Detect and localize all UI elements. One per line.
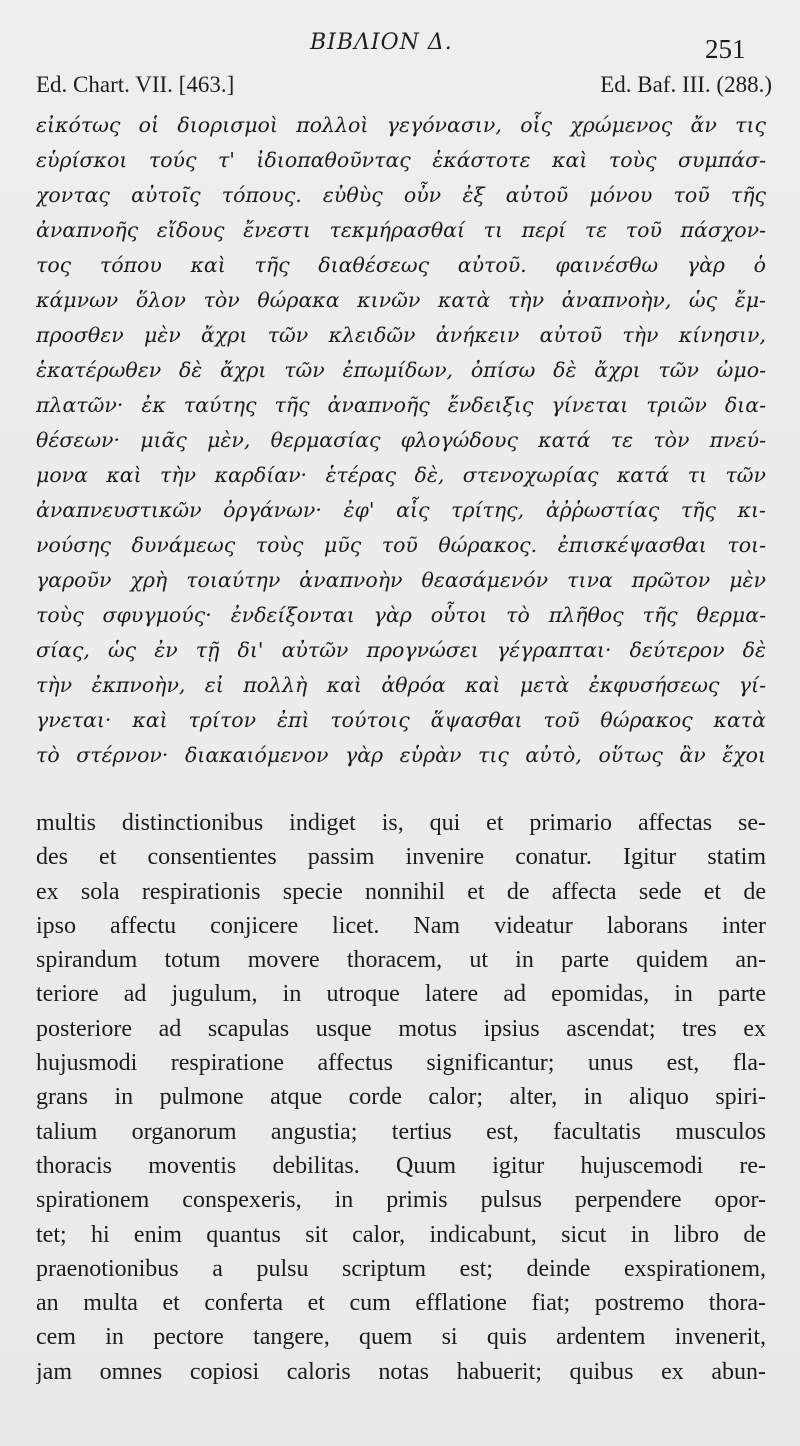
- greek-text-line: ἀναπνοῆς εἴδους ἔνεστι τεκμήρασθαί τι περί τε τοῦ πάσχον-: [36, 218, 766, 242]
- edition-basel-reference: Ed. Baf. III. (288.): [600, 72, 772, 97]
- greek-text-line: γαροῦν χρὴ τοιαύτην ἀναπνοὴν θεασάμενόν τινα πρῶτον μὲν: [36, 568, 766, 592]
- latin-text-line: ipso affectu conjicere licet. Nam videatur laborans inter: [36, 912, 766, 939]
- latin-text-line: thoracis moventis debilitas. Quum igitur hujuscemodi re-: [36, 1152, 766, 1179]
- latin-text-line: ex sola respirationis specie nonnihil et de affecta sede et de: [36, 878, 766, 905]
- latin-text-line: an multa et conferta et cum efflatione fiat; postremo thora-: [36, 1290, 766, 1317]
- latin-text-line: grans in pulmone atque corde calor; alter, in aliquo spiri-: [36, 1084, 766, 1111]
- greek-text-line: θέσεων· μιᾶς μὲν, θερμασίας φλογώδους κατά τε τὸν πνεύ-: [36, 428, 766, 452]
- latin-text-line: cem in pectore tangere, quem si quis ardentem invenerit,: [36, 1324, 766, 1351]
- latin-text-line: hujusmodi respiratione affectus significantur; unus est, fla-: [36, 1050, 766, 1077]
- greek-text-line: σίας, ὡς ἐν τῇ δι' αὐτῶν προγνώσει γέγραπται· δεύτερον δὲ: [36, 638, 766, 662]
- greek-text-line: νούσης δυνάμεως τοὺς μῦς τοῦ θώρακος. ἐπισκέψασθαι τοι-: [36, 533, 766, 557]
- greek-text-line: εὑρίσκοι τούς τ' ἰδιοπαθοῦντας ἑκάστοτε καὶ τοὺς συμπάσ-: [36, 148, 766, 172]
- latin-text-line: jam omnes copiosi caloris notas habuerit; quibus ex abun-: [36, 1358, 766, 1385]
- greek-text-line: τὴν ἐκπνοὴν, εἰ πολλὴ καὶ ἀθρόα καὶ μετὰ ἐκφυσήσεως γί-: [36, 673, 766, 697]
- latin-text-line: praenotionibus a pulsu scriptum est; deinde exspirationem,: [36, 1255, 766, 1282]
- greek-text: [36, 108, 766, 773]
- greek-text-line: τὸ στέρνον· διακαιόμενον γὰρ εὑρὰν τις αὐτὸ, οὕτως ἂν ἔχοι: [36, 743, 766, 767]
- greek-text-line: ἀναπνευστικῶν ὀργάνων· ἐφ' αἷς τρίτης, ἀῤῥωστίας τῆς κι-: [36, 498, 766, 522]
- latin-text-line: des et consentientes passim invenire conatur. Igitur statim: [36, 844, 766, 871]
- greek-text-line: τος τόπου καὶ τῆς διαθέσεως αὐτοῦ. φαινέσθω γὰρ ὁ: [36, 253, 766, 277]
- running-head: [0, 28, 800, 64]
- greek-text-line: κάμνων ὅλον τὸν θώρακα κινῶν κατὰ τὴν ἀναπνοὴν, ὡς ἔμ-: [36, 288, 766, 312]
- greek-text-line: πλατῶν· ἐκ ταύτης τῆς ἀναπνοῆς ἔνδειξις γίνεται τριῶν δια-: [36, 393, 766, 417]
- latin-text-line: spirandum totum movere thoracem, ut in parte quidem an-: [36, 947, 766, 974]
- greek-text-line: γνεται· καὶ τρίτον ἐπὶ τούτοις ἅψασθαι τοῦ θώρακος κατὰ: [36, 708, 766, 732]
- latin-translation: [36, 806, 766, 1389]
- greek-text-line: χοντας αὐτοῖς τόπους. εὐθὺς οὖν ἐξ αὐτοῦ μόνου τοῦ τῆς: [36, 183, 766, 207]
- edition-references: [36, 72, 772, 104]
- edition-chart-reference: Ed. Chart. VII. [463.]: [36, 72, 235, 97]
- page-number: 251: [705, 34, 746, 64]
- latin-text-line: teriore ad jugulum, in utroque latere ad epomidas, in parte: [36, 981, 766, 1008]
- latin-text-line: posteriore ad scapulas usque motus ipsius ascendat; tres ex: [36, 1015, 766, 1042]
- greek-text-line: ἑκατέρωθεν δὲ ἄχρι τῶν ἐπωμίδων, ὀπίσω δὲ ἄχρι τῶν ὠμο-: [36, 358, 766, 382]
- latin-text-line: talium organorum angustia; tertius est, facultatis musculos: [36, 1118, 766, 1145]
- greek-text-line: εἰκότως οἱ διορισμοὶ πολλοὶ γεγόνασιν, οἷς χρώμενος ἄν τις: [36, 113, 766, 137]
- latin-text-line: tet; hi enim quantus sit calor, indicabunt, sicut in libro de: [36, 1221, 766, 1248]
- greek-text-line: μονα καὶ τὴν καρδίαν· ἑτέρας δὲ, στενοχωρίας κατά τι τῶν: [36, 463, 766, 487]
- greek-text-line: τοὺς σφυγμούς· ἐνδείξονται γὰρ οὗτοι τὸ πλῆθος τῆς θερμα-: [36, 603, 766, 627]
- greek-text-line: προσθεν μὲν ἄχρι τῶν κλειδῶν ἀνήκειν αὐτοῦ τὴν κίνησιν,: [36, 323, 766, 347]
- book-title: ΒΙΒΛΙΟΝ Δ.: [310, 30, 453, 55]
- latin-text-line: multis distinctionibus indiget is, qui et primario affectas se-: [36, 810, 766, 836]
- latin-text-line: spirationem conspexeris, in primis pulsus perpendere opor-: [36, 1187, 766, 1214]
